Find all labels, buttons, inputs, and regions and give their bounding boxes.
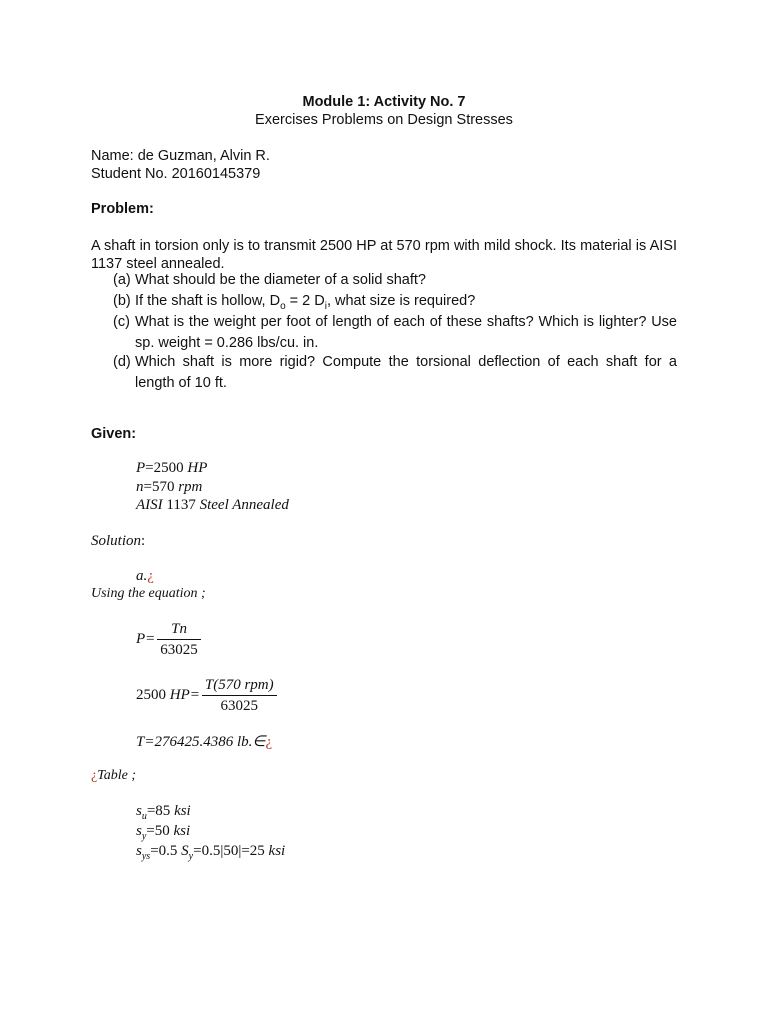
power-value: 2500 — [136, 686, 166, 703]
denominator: 63025 — [220, 698, 258, 714]
subscript: y — [188, 851, 194, 862]
broken-glyph: ¿ — [265, 734, 273, 750]
problem-item-c — [113, 312, 677, 354]
page-subtitle: Exercises Problems on Design Stresses — [255, 112, 513, 128]
item-text: Which shaft is more rigid? Compute the torsional deflection of each shaft for a length of 10 ft. — [135, 354, 677, 391]
table-line — [91, 768, 136, 784]
torque-result — [136, 732, 272, 751]
student-name: Name: de Guzman, Alvin R. — [91, 148, 270, 164]
item-text: What is the weight per foot of length of each of these shafts? Which is lighter? Use sp. weight = 0.286 lbs/cu. in. — [135, 314, 677, 351]
using-equation: Using the equation ; — [91, 586, 206, 601]
item-text-mid: = 2 D — [285, 293, 325, 309]
var-S: S — [181, 843, 189, 859]
formula-lhs: P= — [136, 630, 156, 647]
broken-glyph: ¿ — [147, 568, 154, 584]
item-text: If the shaft is hollow, D — [135, 293, 281, 309]
subscript: u — [141, 811, 147, 822]
material-num: 1137 — [166, 497, 196, 513]
problem-item-d — [113, 352, 677, 394]
given-material — [136, 497, 289, 514]
unit: ksi — [173, 823, 191, 839]
formula-fraction — [157, 620, 201, 659]
power-formula — [136, 620, 203, 659]
page-title: Module 1: Activity No. 7 — [302, 94, 466, 110]
shear-yield-strength — [136, 843, 285, 862]
item-label: (b) — [113, 293, 131, 309]
value: =0.5|50|=25 — [193, 843, 265, 859]
part-a: a. — [136, 568, 148, 584]
solution-heading — [91, 533, 145, 550]
denominator: 63025 — [160, 642, 198, 658]
student-number: Student No. 20160145379 — [91, 166, 261, 182]
var-s: s — [136, 803, 142, 819]
substitution-fraction — [202, 676, 277, 715]
table-label: Table ; — [97, 768, 136, 783]
material-post: Steel Annealed — [199, 497, 289, 513]
item-text: What should be the diameter of a solid shaft? — [135, 272, 426, 288]
item-text-after: , what size is required? — [326, 293, 476, 309]
unit: HP — [187, 460, 208, 476]
value: =50 — [146, 823, 170, 839]
item-label: (c) — [113, 314, 130, 330]
torque-value: T=276425.4386 — [136, 734, 234, 750]
subscript: y — [141, 831, 147, 842]
torque-unit: lb.∈ — [236, 734, 266, 750]
subscript: ys — [141, 851, 151, 862]
numerator: Tn — [157, 620, 201, 640]
power-unit: HP= — [169, 686, 200, 703]
var-s: s — [136, 823, 142, 839]
solution-colon: : — [141, 533, 146, 549]
var-p: P — [136, 460, 146, 476]
item-label: (a) — [113, 272, 131, 288]
problem-item-a — [113, 270, 677, 291]
subscript-i: i — [324, 300, 327, 312]
unit: ksi — [174, 803, 191, 819]
item-label: (d) — [113, 354, 131, 370]
value: =85 — [146, 803, 171, 819]
given-power — [136, 460, 207, 477]
broken-glyph: ¿ — [91, 768, 98, 783]
ultimate-strength — [136, 803, 191, 822]
subscript-o: o — [280, 300, 286, 312]
given-heading: Given: — [91, 426, 137, 442]
var-s: s — [136, 843, 142, 859]
yield-strength — [136, 823, 190, 842]
value: =2500 — [145, 460, 184, 476]
material-pre: AISI — [136, 497, 163, 513]
value: =570 — [143, 479, 175, 495]
unit: rpm — [178, 479, 203, 495]
problem-heading: Problem: — [91, 201, 154, 217]
numerator: T(570 rpm) — [202, 676, 277, 696]
problem-statement: A shaft in torsion only is to transmit 2500 HP at 570 rpm with mild shock. Its material is AISI 1137 steel annealed. — [91, 238, 677, 272]
factor: =0.5 — [150, 843, 178, 859]
part-a-label — [136, 568, 154, 585]
solution-label: Solution — [91, 533, 142, 549]
given-speed — [136, 479, 202, 496]
unit: ksi — [268, 843, 286, 859]
substitution-equation — [136, 676, 279, 715]
var-n: n — [136, 479, 144, 495]
